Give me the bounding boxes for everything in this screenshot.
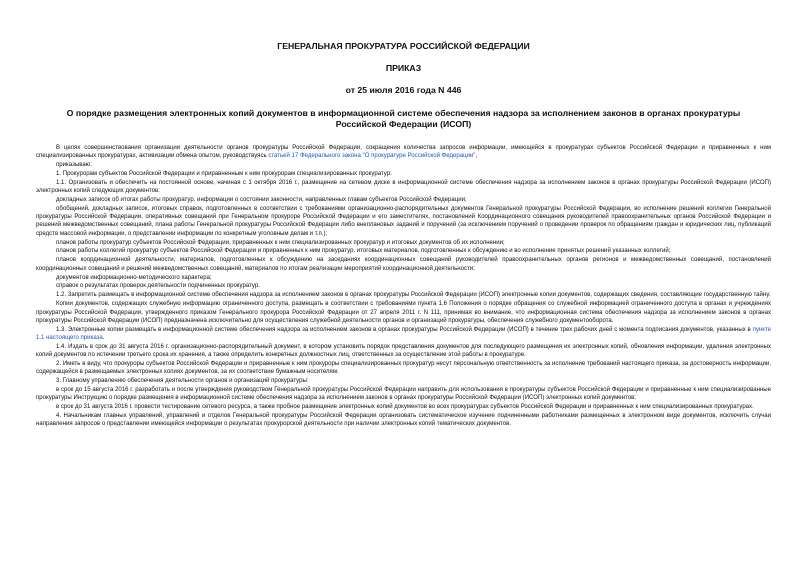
paragraph: обобщений, докладных записок, итоговых справок, подготовленных в соответствии с требованиями организационно-распорядительных документов Генеральной прокуратуры Российской Федерации, во исполнение решений коллегии Генеральной прокуратуры Российской Федерации, оперативных совещаний при Генеральном прокуроре Российской Федерации и его заместителях, постановлений Координационного совещания руководителей правоохранительных органов Российской Федерации и решений межведомственных совещаний, плана работы Генеральной прокуратуры Российской Федерации либо внеплановых заданий и поручений (за исключением поручений о проведении проверок по обращениям граждан и юридических лиц, публикаций средств массовой информации, о представлении информации по конкретным уголовным делам и т.п.); [36, 206, 771, 237]
paragraph: приказываю: [56, 162, 92, 169]
paragraph: планов работы прокуратур субъектов Российской Федерации, приравненных к ним специализированных прокуратур и итоговых документов об их исполнении; [56, 239, 505, 246]
document-type: ПРИКАЗ [385, 63, 422, 73]
paragraph: 1.1. Организовать и обеспечить на постоянной основе, начиная с 1 октября 2016 г., размещение на сетевом диске в информационной системе обеспечения надзора за исполнением законов в органах прокуратуры Российской Федерации (ИСОП) электронных копий следующих документов: [36, 180, 771, 195]
intro-tail: , [475, 153, 478, 160]
paragraph: планов работы коллегий прокуратур субъектов Российской Федерации и приравненных к ним прокуратур, итоговых материалов, подготовленных к обсуждению и во исполнение принятых решений указанных коллегий; [56, 248, 671, 255]
paragraph: 1.2. Запретить размещать в информационной системе обеспечения надзора за исполнением законов в органах прокуратуры Российской Федерации (ИСОП) электронные копии документов, содержащих сведения, составляющие государственную тайну. [56, 292, 771, 299]
paragraph: планов координационной деятельности, материалов, подготовленных к обсуждению на заседаниях координационных совещаний руководителей правоохранительных органов регионов и межведомственных совещаний, постановлений координационных совещаний и решений межведомственных совещаний, материалов по итогам реализации мероприятий координационной деятельности; [36, 257, 771, 272]
issuing-organization: ГЕНЕРАЛЬНАЯ ПРОКУРАТУРА РОССИЙСКОЙ ФЕДЕРАЦИИ [277, 41, 530, 51]
document-body [36, 144, 771, 428]
paragraph: 3. Главному управлению обеспечения деятельности органов и организаций прокуратуры: [56, 377, 309, 384]
paragraph: 1. Прокурорам субъектов Российской Федерации и приравненным к ним прокурорам специализированных прокуратур: [56, 171, 392, 178]
paragraph-1-3-text: 1.3. Электронные копии размещать в информационной системе обеспечения надзора за исполнением законов в органах прокуратуры Российской Федерации (ИСОП) в течение трех рабочих дней с момента подписания документов, указанных в [56, 326, 753, 333]
paragraph: Копии документов, содержащих служебную информацию ограниченного доступа, размещать в соответствии с требованиями пункта 1.6 Положения о порядке обращения со служебной информацией ограниченного доступа в органах и учреждениях прокуратуры Российской Федерации, утвержденного приказом Генерального прокурора Российской Федерации от 27 апреля 2011 г. N 111, принимая во внимание, что информационная система обеспечения надзора за исполнением законов в органах прокуратуры Российской Федерации (ИСОП) предназначена исключительно для осуществления служебной деятельности органов и организаций прокуратуры, обеспечения служебного документооборота. [36, 301, 771, 324]
intro-paragraph [36, 144, 771, 160]
paragraph: в срок до 31 августа 2016 г. провести тестирование сетевого ресурса, а также пробное размещение электронных копий документов во всех прокуратурах субъектов Российской Федерации и приравненных к ним специализированных прокуратурах. [56, 404, 754, 411]
paragraph-1-3-tail: . [102, 334, 105, 341]
paragraph: справок о результатах проверок деятельности подчиненных прокуратур. [56, 283, 260, 290]
paragraph-1-3 [36, 326, 771, 342]
intro-text: В целях совершенствования организации деятельности органов прокуратуры Российской Федерации, сокращения количества запросов информации, имеющейся в прокуратурах субъектов Российской Федерации и приравненных к ним специализированных прокуратурах, активизации обмена опытом, руководствуясь [36, 145, 771, 160]
paragraph: докладных записок об итогах работы прокуратур, информации о состоянии законности, направленных главам субъектов Российской Федерации; [56, 197, 467, 204]
clause-1-1-link[interactable]: пункте 1.1 настоящего приказа [36, 326, 771, 341]
paragraph: 4. Начальникам главных управлений, управлений и отделов Генеральной прокуратуры Российской Федерации организовать систематическое изучение подчиненными работниками размещенных в электронном виде документов, исключить случаи направления запросов о представлении имеющейся информации о результатах прокурорской деятельности при наличии электронных копий тематических документов. [36, 412, 771, 428]
document-date: от 25 июля 2016 года N 446 [345, 85, 462, 95]
paragraph: документов информационно-методического характера; [56, 274, 212, 281]
paragraph: в срок до 15 августа 2016 г. разработать и после утверждения руководством Генеральной прокуратуры Российской Федерации направить для использования в прокуратуры субъектов Российской Федерации и приравненные к ним специализированные прокуратуры Инструкцию о порядке размещения в информационной системе обеспечения надзора за исполнением законов в органах прокуратуры Российской Федерации (ИСОП) электронных копий документов; [36, 386, 771, 402]
paragraph: 2. Иметь в виду, что прокуроры субъектов Российской Федерации и приравненные к ним прокуроры специализированных прокуратур несут персональную ответственность за исполнение требований настоящего приказа, за достоверность информации, содержащейся в размещаемых электронных копиях документов, за их соответствие бумажным носителям. [36, 360, 771, 376]
law-article-link[interactable]: статьей 17 Федерального закона "О прокуратуре Российской Федерации" [268, 153, 476, 160]
document-title: О порядке размещения электронных копий документов в информационной системе обеспечения надзора за исполнением законов в органах прокуратуры Российской Федерации (ИСОП) [66, 108, 741, 129]
paragraph: 1.4. Издать в срок до 31 августа 2016 г. организационно-распорядительный документ, в котором установить порядок представления документов для последующего размещения их электронных копий, обновления информации, удаления электронных копий документов по истечении третьего срока их хранения, а также определить конкретных должностных лиц, ответственных за осуществление этой работы в прокуратуре. [36, 343, 771, 358]
